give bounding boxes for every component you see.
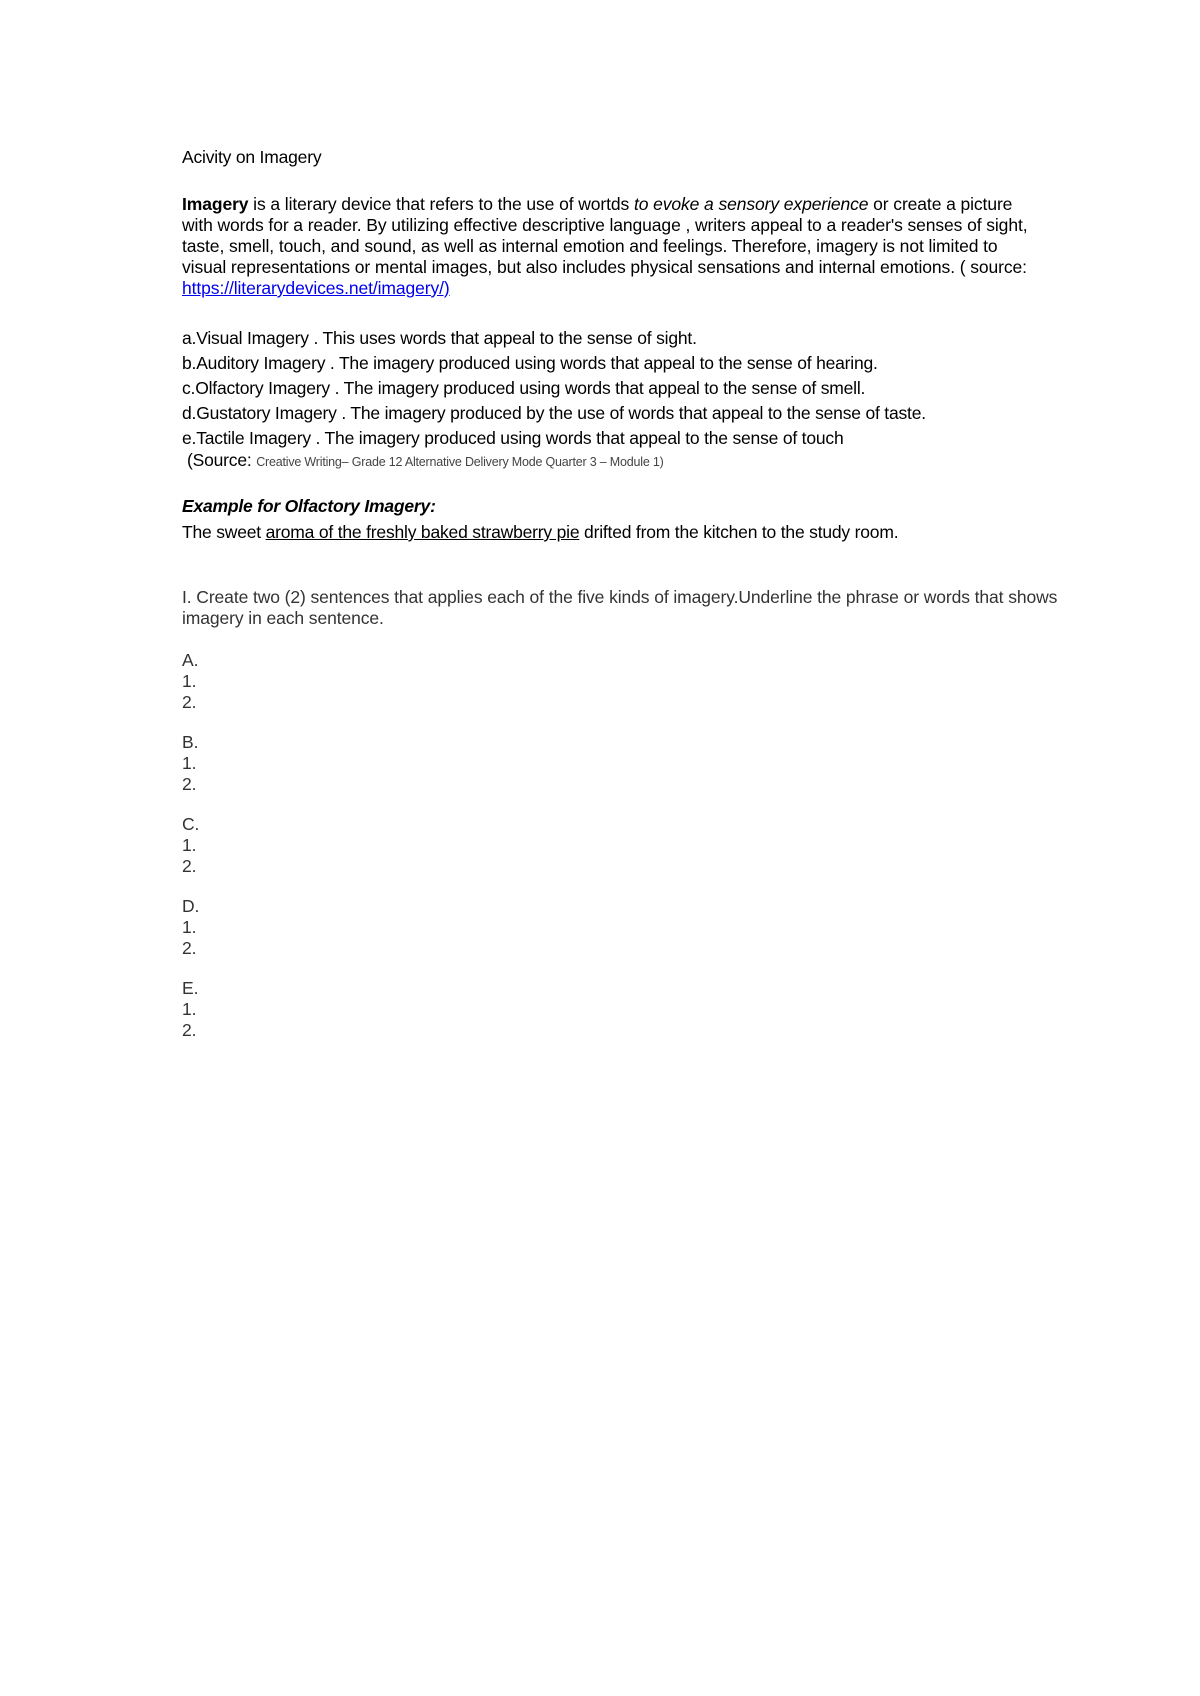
- intro-paragraph: [182, 194, 1032, 299]
- answer-letter: A.: [182, 650, 199, 670]
- answer-letter: C.: [182, 814, 200, 834]
- list-item: a.Visual Imagery . This uses words that appeal to the sense of sight.: [182, 328, 697, 348]
- answer-group-b: [182, 732, 199, 795]
- answer-line: 1.: [182, 671, 197, 691]
- intro-text-1: is a literary device that refers to the use of wortds: [248, 194, 634, 214]
- list-item: b.Auditory Imagery . The imagery produced using words that appeal to the sense of hearing.: [182, 353, 878, 373]
- module-source-label: (Source:: [187, 450, 257, 470]
- module-source-text: Creative Writing– Grade 12 Alternative Delivery Mode Quarter 3 – Module 1): [256, 455, 664, 469]
- example-heading: [182, 496, 436, 517]
- answer-letter: D.: [182, 896, 200, 916]
- answer-letter: B.: [182, 732, 199, 752]
- answer-line: 2.: [182, 938, 197, 958]
- answer-section: [182, 650, 199, 1060]
- example-heading-prefix: Example for: [182, 496, 285, 516]
- source-link[interactable]: https://literarydevices.net/imagery/): [182, 278, 450, 298]
- page-title: Acivity on Imagery: [182, 147, 322, 167]
- answer-group-d: [182, 896, 199, 959]
- answer-line: 1.: [182, 753, 197, 773]
- answer-line: 2.: [182, 692, 197, 712]
- answer-letter: E.: [182, 978, 199, 998]
- example-heading-term: Olfactory Imagery: [284, 496, 431, 516]
- answer-line: 2.: [182, 1020, 197, 1040]
- example-underlined-phrase: aroma of the freshly baked strawberry pie: [265, 522, 580, 542]
- answer-group-a: [182, 650, 199, 713]
- answer-group-c: [182, 814, 199, 877]
- list-item: e.Tactile Imagery . The imagery produced using words that appeal to the sense of touch: [182, 428, 844, 448]
- answer-line: 1.: [182, 917, 197, 937]
- answer-line: 1.: [182, 999, 197, 1019]
- intro-italic-phrase: to evoke a sensory experience: [633, 194, 869, 214]
- list-item: c.Olfactory Imagery . The imagery produced using words that appeal to the sense of smell.: [182, 378, 866, 398]
- imagery-kinds-list: [182, 326, 1082, 451]
- intro-term: Imagery: [182, 194, 249, 214]
- answer-line: 2.: [182, 856, 197, 876]
- example-heading-suffix: :: [430, 496, 436, 516]
- answer-group-e: [182, 978, 199, 1041]
- example-sentence-start: The sweet: [182, 522, 266, 542]
- example-sentence-end: drifted from the kitchen to the study room.: [579, 522, 899, 542]
- instruction-paragraph: I. Create two (2) sentences that applies each of the five kinds of imagery.Underline the phrase or words that shows imagery in each sentence.: [182, 587, 1058, 628]
- example-sentence: [182, 522, 898, 543]
- answer-line: 2.: [182, 774, 197, 794]
- answer-line: 1.: [182, 835, 197, 855]
- module-source: [187, 450, 664, 471]
- intro-text-2: or create a picture with words for a reader. By utilizing effective descriptive language , writers appeal to a reader's senses of sight, taste, smell, touch, and sound, as well as internal emotion and feelings. Therefore, imagery is not limited to visual representations or mental images, but also includes physical sensations and internal emotions. ( source:: [182, 194, 1028, 277]
- list-item: d.Gustatory Imagery . The imagery produced by the use of words that appeal to the sense of taste.: [182, 403, 926, 423]
